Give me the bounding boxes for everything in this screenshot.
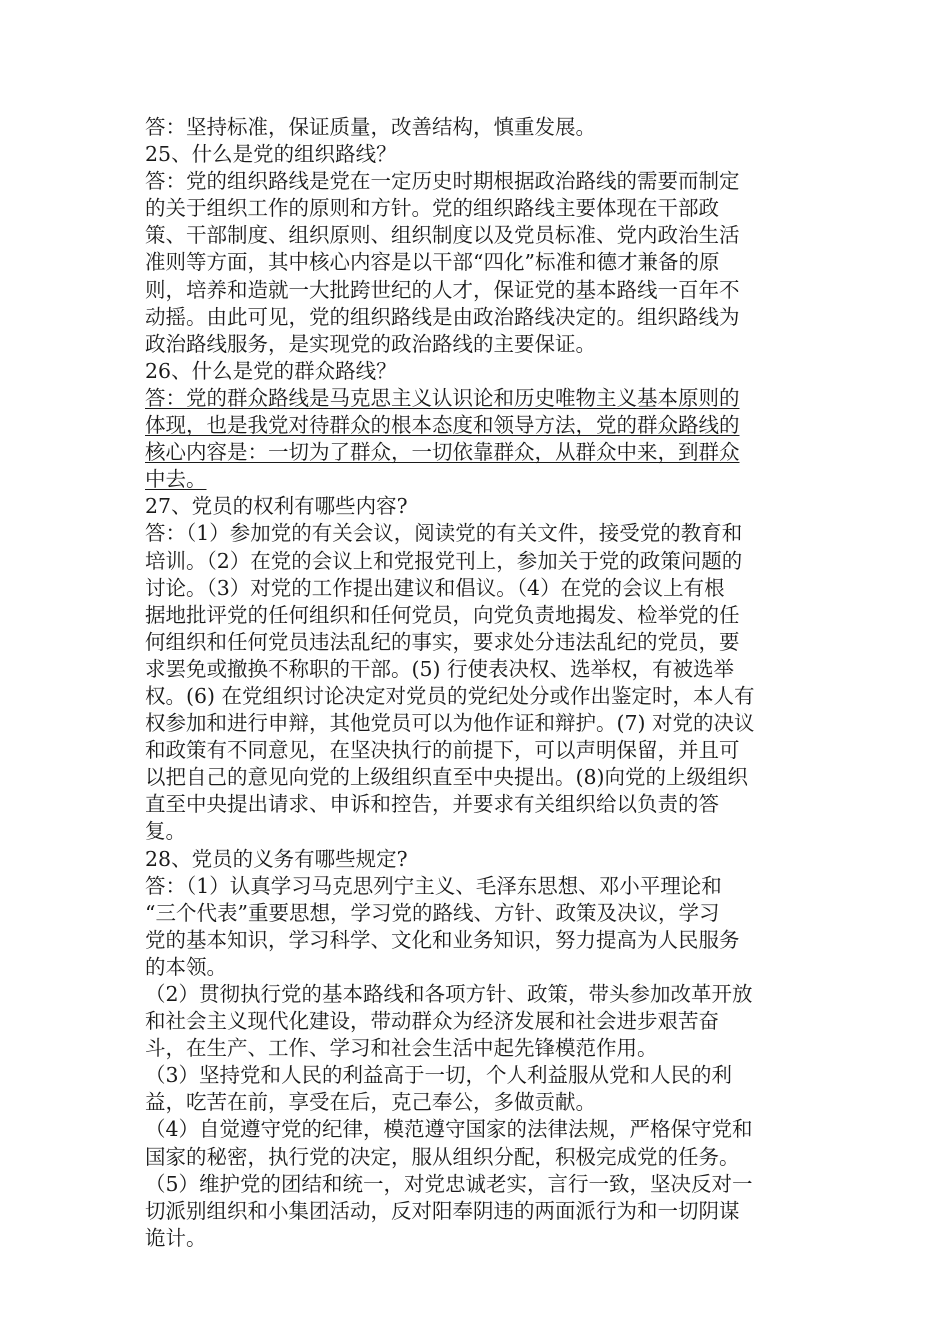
text-line: 何组织和任何党员违法乱纪的事实，要求处分违法乱纪的党员，要 (145, 629, 740, 654)
text-line: 的关于组织工作的原则和方针。党的组织路线主要体现在干部政 (145, 196, 719, 221)
text-line: 中去。 (145, 467, 207, 492)
text-line: 和政策有不同意见，在坚决执行的前提下，可以声明保留，并且可 (145, 738, 740, 763)
text-line: 策、干部制度、组织原则、组织制度以及党员标准、党内政治生活 (145, 223, 740, 248)
text-line: 国家的秘密，执行党的决定，服从组织分配，积极完成党的任务。 (145, 1144, 740, 1169)
text-line: 诡计。 (145, 1225, 207, 1250)
text-line: （4）自觉遵守党的纪律，模范遵守国家的法律法规，严格保守党和 (145, 1117, 753, 1142)
text-line: （5）维护党的团结和统一，对党忠诚老实，言行一致，坚决反对一 (145, 1171, 753, 1196)
text-line: 益，吃苦在前，享受在后，克己奉公，多做贡献。 (145, 1090, 596, 1115)
text-line: 的本领。 (145, 954, 227, 979)
text-line: 权。(6) 在党组织讨论决定对党员的党纪处分或作出鉴定时，本人有 (145, 683, 755, 708)
text-line: 26、什么是党的群众路线？ (145, 358, 397, 383)
text-line: 权参加和进行申辩，其他党员可以为他作证和辩护。(7) 对党的决议 (145, 711, 755, 736)
text-line: 和社会主义现代化建设，带动群众为经济发展和社会进步艰苦奋 (145, 1009, 719, 1034)
text-line: 讨论。（3）对党的工作提出建议和倡议。（4）在党的会议上有根 (145, 575, 725, 600)
text-line: 培训。（2）在党的会议上和党报党刊上，参加关于党的政策问题的 (145, 548, 743, 573)
text-line: 政治路线服务，是实现党的政治路线的主要保证。 (145, 331, 596, 356)
text-line: 则，培养和造就一大批跨世纪的人才，保证党的基本路线一百年不 (145, 277, 740, 302)
text-line: 求罢免或撤换不称职的干部。(5) 行使表决权、选举权，有被选举 (145, 656, 735, 681)
text-line: 以把自己的意见向党的上级组织直至中央提出。(8)向党的上级组织 (145, 765, 749, 790)
text-line: （2）贯彻执行党的基本路线和各项方针、政策，带头参加改革开放 (145, 982, 753, 1006)
text-line: 27、党员的权利有哪些内容? (145, 494, 408, 519)
text-line: 党的基本知识，学习科学、文化和业务知识，努力提高为人民服务 (145, 927, 740, 952)
text-line: 斗，在生产、工作、学习和社会生活中起先锋模范作用。 (145, 1036, 658, 1061)
text-line: 答：党的群众路线是马克思主义认识论和历史唯物主义基本原则的 (145, 385, 740, 410)
text-line: 答：（1）参加党的有关会议，阅读党的有关文件，接受党的教育和 (145, 521, 743, 546)
text-line: 28、党员的义务有哪些规定? (145, 846, 408, 871)
text-line: 答：（1）认真学习马克思列宁主义、毛泽东思想、邓小平理论和 (145, 873, 722, 898)
text-line: （3）坚持党和人民的利益高于一切，个人利益服从党和人民的利 (145, 1063, 733, 1088)
text-line: 复。 (145, 819, 186, 844)
text-line: 直至中央提出请求、申诉和控告，并要求有关组织给以负责的答 (145, 792, 719, 817)
text-line: 动摇。由此可见，党的组织路线是由政治路线决定的。组织路线为 (145, 304, 740, 329)
text-line: 答：党的组织路线是党在一定历史时期根据政治路线的需要而制定 (145, 169, 740, 194)
text-line: 体现，也是我党对待群众的根本态度和领导方法，党的群众路线的 (145, 413, 740, 438)
text-line: 答：坚持标准，保证质量，改善结构，慎重发展。 (145, 115, 596, 139)
text-line: 25、什么是党的组织路线？ (145, 142, 397, 167)
text-line: 据地批评党的任何组织和任何党员，向党负责地揭发、检举党的任 (145, 602, 740, 627)
text-line: “三个代表”重要思想，学习党的路线、方针、政策及决议，学习 (145, 900, 720, 925)
text-line: 准则等方面，其中核心内容是以干部“四化”标准和德才兼备的原 (145, 250, 720, 275)
document-page (145, 114, 805, 1252)
text-line: 切派别组织和小集团活动，反对阳奉阴违的两面派行为和一切阴谋 (145, 1198, 740, 1223)
text-line: 核心内容是：一切为了群众，一切依靠群众，从群众中来，到群众 (145, 440, 740, 465)
